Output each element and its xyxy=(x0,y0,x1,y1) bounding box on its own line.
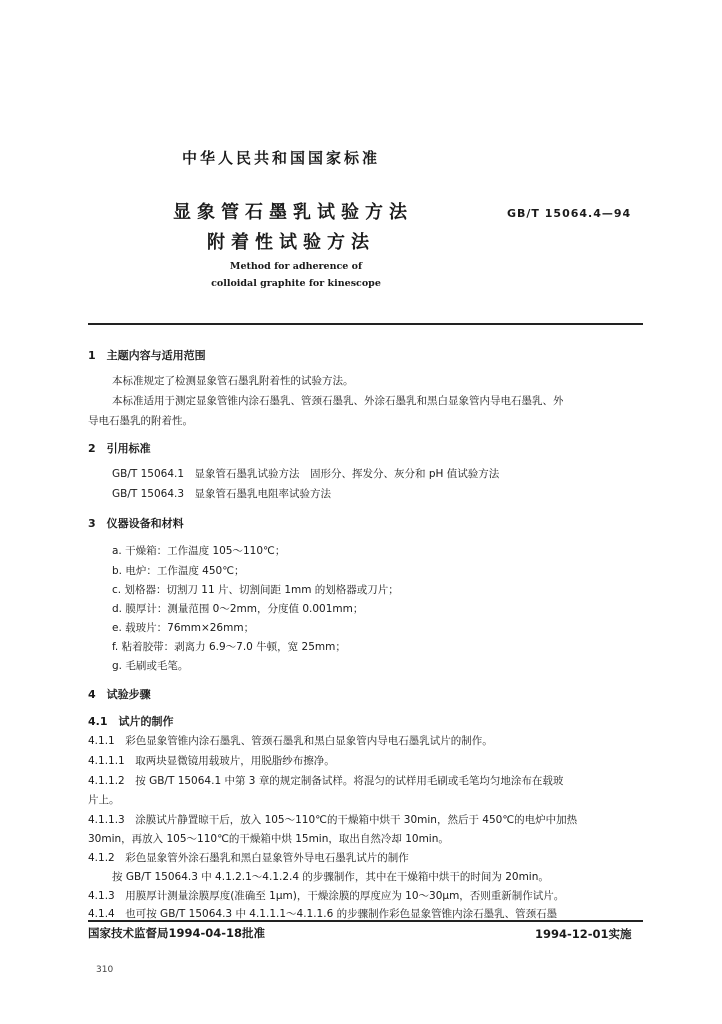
clause: 片上。 xyxy=(88,794,120,806)
issuing-organization: 中华人民共和国国家标准 xyxy=(182,149,381,167)
document-title-line1: 显象管石墨乳试验方法 xyxy=(173,202,413,223)
section-heading: 1 主题内容与适用范围 xyxy=(88,349,206,362)
page-number: 310 xyxy=(96,965,114,975)
reference-item: GB/T 15064.3 显象管石墨乳电阻率试验方法 xyxy=(112,488,332,500)
clause: 4.1.3 用膜厚计测量涂膜厚度(准确至 1μm)，干燥涂膜的厚度应为 10～30μm，否则重新制作试片。 xyxy=(88,890,565,902)
english-title-line2: colloidal graphite for kinescope xyxy=(211,278,381,289)
header-divider xyxy=(88,323,643,325)
clause: 30min，再放入 105～110℃的干燥箱中烘 15min，取出自然冷却 10min。 xyxy=(88,833,449,845)
clause: 4.1.2 彩色显象管外涂石墨乳和黑白显象管外导电石墨乳试片的制作 xyxy=(88,852,409,864)
clause: 4.1.1 彩色显象管锥内涂石墨乳、管颈石墨乳和黑白显象管内导电石墨乳试片的制作。 xyxy=(88,735,493,747)
clause: 4.1.1.3 涂膜试片静置晾干后，放入 105～110℃的干燥箱中烘干 30min，然后于 450℃的电炉中加热 xyxy=(88,814,578,826)
subsection-heading: 4.1 试片的制作 xyxy=(88,715,174,728)
standard-code: GB/T 15064.4—94 xyxy=(507,207,632,220)
equipment-item: f. 粘着胶带：剥离力 6.9～7.0 牛顿，宽 25mm； xyxy=(112,641,346,653)
section-heading: 2 引用标准 xyxy=(88,442,151,455)
implementation-date: 1994-12-01实施 xyxy=(535,927,632,941)
clause: 4.1.1.1 取两块显微镜用载玻片，用脱脂纱布擦净。 xyxy=(88,755,335,767)
reference-item: GB/T 15064.1 显象管石墨乳试验方法 固形分、挥发分、灰分和 pH 值试验方法 xyxy=(112,468,500,480)
paragraph: 本标准适用于测定显象管锥内涂石墨乳、管颈石墨乳、外涂石墨乳和黑白显象管内导电石墨乳、外 xyxy=(112,395,564,407)
equipment-item: a. 干燥箱：工作温度 105～110℃； xyxy=(112,545,286,557)
clause: 4.1.1.2 按 GB/T 15064.1 中第 3 章的规定制备试样。将混匀的试样用毛刷或毛笔均匀地涂布在载玻 xyxy=(88,775,564,787)
paragraph: 本标准规定了检测显象管石墨乳附着性的试验方法。 xyxy=(112,375,354,387)
equipment-item: g. 毛刷或毛笔。 xyxy=(112,660,189,672)
document-title-line2: 附着性试验方法 xyxy=(207,232,375,253)
clause: 4.1.4 也可按 GB/T 15064.3 中 4.1.1.1～4.1.1.6 的步骤制作彩色显象管锥内涂石墨乳、管颈石墨 xyxy=(88,908,558,920)
equipment-item: c. 划格器：切割刀 11 片、切割间距 1mm 的划格器或刀片； xyxy=(112,584,399,596)
equipment-item: d. 膜厚计：测量范围 0～2mm，分度值 0.001mm； xyxy=(112,603,364,615)
english-title-line1: Method for adherence of xyxy=(229,261,363,272)
equipment-item: b. 电炉：工作温度 450℃； xyxy=(112,565,245,577)
approval-date: 国家技术监督局1994-04-18批准 xyxy=(88,926,266,940)
clause: 按 GB/T 15064.3 中 4.1.2.1～4.1.2.4 的步骤制作，其中在干燥箱中烘干的时间为 20min。 xyxy=(112,871,549,883)
section-heading: 4 试验步骤 xyxy=(88,688,151,701)
equipment-item: e. 载玻片：76mm×26mm； xyxy=(112,622,255,634)
paragraph: 导电石墨乳的附着性。 xyxy=(88,415,193,427)
section-heading: 3 仪器设备和材料 xyxy=(88,517,184,530)
footer-divider xyxy=(88,920,643,922)
